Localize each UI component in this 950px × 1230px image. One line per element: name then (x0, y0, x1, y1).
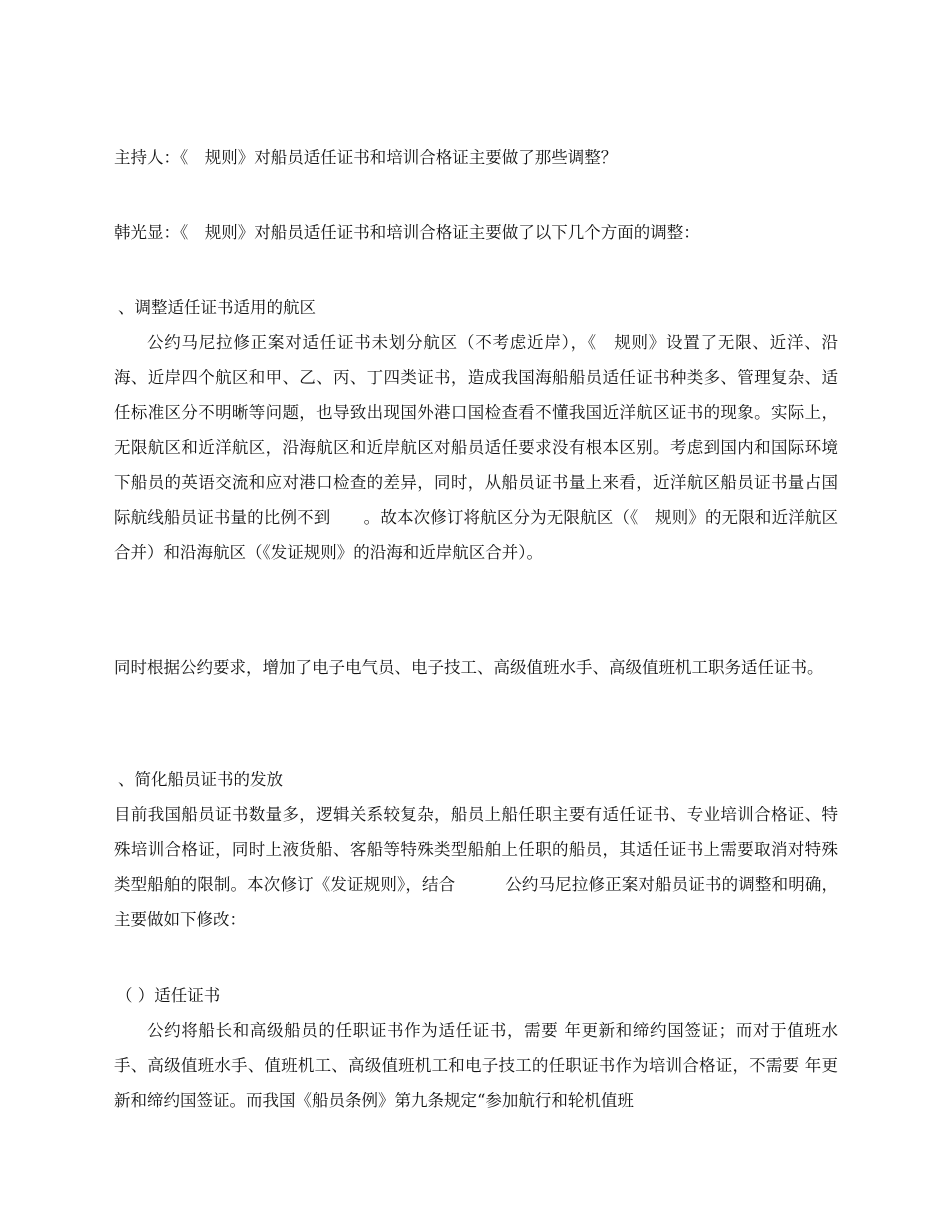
section-1-heading: 、调整适任证书适用的航区 (118, 298, 316, 317)
host-question: 主持人：《 规则》对船员适任证书和培训合格证主要做了那些调整？ (114, 148, 618, 167)
section-1-paragraph-2: 同时根据公约要求，增加了电子电气员、电子技工、高级值班水手、高级值班机工职务适任证书。 (114, 658, 824, 677)
section-2-paragraph-1: 目前我国船员证书数量多，逻辑关系较复杂，船员上船任职主要有适任证书、专业培训合格证、特殊培训合格证，同时上液货船、客船等特殊类型船舶上任职的船员，其适任证书上需要取消对特殊类型船舶的限制。本次修订《发证规则》，结合 公约马尼拉修正案对船员证书的调整和明确，主要做如下修改： (114, 805, 838, 929)
answer-intro: 韩光显：《 规则》对船员适任证书和培训合格证主要做了以下几个方面的调整： (114, 223, 700, 242)
subsection-1-paragraph-1: 公约将船长和高级船员的任职证书作为适任证书，需要 年更新和缔约国签证；而对于值班水手、高级值班水手、值班机工、高级值班机工和电子技工的任职证书作为培训合格证，不需要 年更新和缔约国签证。而我国《船员条例》第九条规定“参加航行和轮机值班 (114, 1021, 838, 1110)
section-2-heading: 、简化船员证书的发放 (118, 770, 283, 789)
section-1-paragraph-1: 公约马尼拉修正案对适任证书未划分航区（不考虑近岸），《 规则》设置了无限、近洋、沿海、近岸四个航区和甲、乙、丙、丁四类证书，造成我国海船船员适任证书种类多、管理复杂、适任标准区分不明晰等问题，也导致出现国外港口国检查看不懂我国近洋航区证书的现象。实际上，无限航区和近洋航区，沿海航区和近岸航区对船员适任要求没有根本区别。考虑到国内和国际环境下船员的英语交流和应对港口检查的差异，同时，从船员证书量上来看，近洋航区船员证书量占国际航线船员证书量的比例不到 。故本次修订将航区分为无限航区（《 规则》的无限和近洋航区合并）和沿海航区（《发证规则》的沿海和近岸航区合并）。 (114, 333, 838, 562)
subsection-1-heading: （ ）适任证书 (116, 986, 221, 1005)
